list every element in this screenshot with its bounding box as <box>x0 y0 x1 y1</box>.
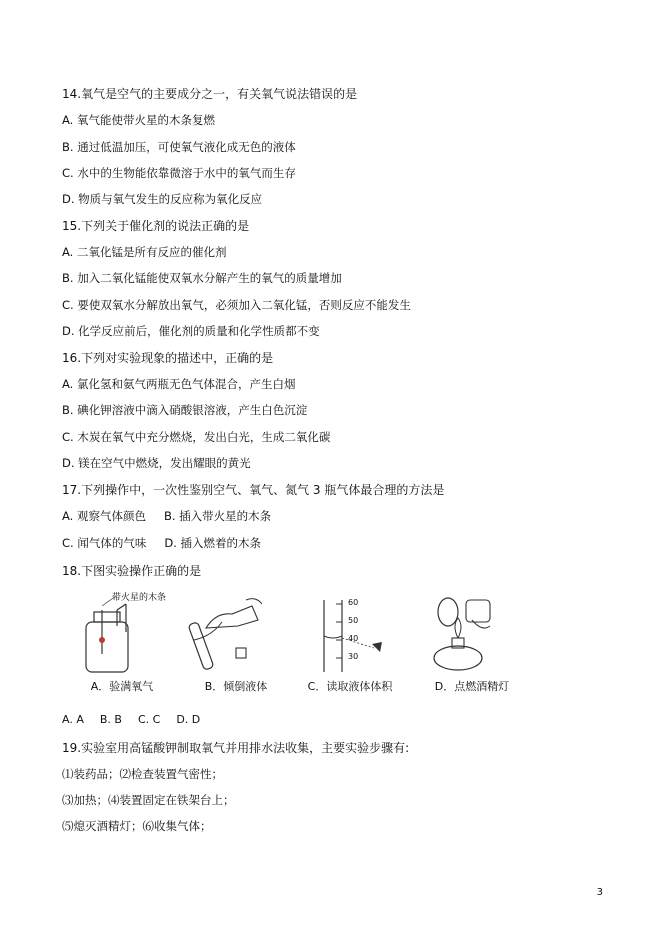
q19-stem: 19.实验室用高锰酸钾制取氧气并用排水法收集，主要实验步骤有: <box>62 741 410 755</box>
q14-option-a: A. 氧气能使带火星的木条复燃 <box>62 113 215 127</box>
tick-50: 50 <box>348 616 359 625</box>
q17-stem: 17.下列操作中，一次性鉴别空气、氧气、氮气 3 瓶气体最合理的方法是 <box>62 483 445 497</box>
q14-stem: 14.氧气是空气的主要成分之一，有关氧气说法错误的是 <box>62 87 358 101</box>
stick-label: 带火星的木条 <box>112 593 167 603</box>
q15-option-c: C. 要使双氧水分解放出氧气，必须加入二氧化锰，否则反应不能发生 <box>62 298 411 312</box>
q14-option-b: B. 通过低温加压，可使氧气液化成无色的液体 <box>62 140 296 154</box>
caption-a: A．验满氧气 <box>90 680 154 693</box>
q17-options-row2 <box>62 535 261 551</box>
q18-figures <box>62 592 582 702</box>
q17-options-row1 <box>62 508 271 524</box>
q18-option-d: D. D <box>176 713 201 726</box>
q16-stem: 16.下列对实验现象的描述中，正确的是 <box>62 351 274 365</box>
q15-option-d: D. 化学反应前后，催化剂的质量和化学性质都不变 <box>62 324 320 338</box>
q16-option-c: C. 木炭在氧气中充分燃烧，发出白光，生成二氧化碳 <box>62 430 331 444</box>
q16-option-a: A. 氯化氢和氨气两瓶无色气体混合，产生白烟 <box>62 377 296 391</box>
gas-bottle-illustration <box>62 592 182 678</box>
q16-option-b: B. 碘化钾溶液中滴入硝酸银溶液，产生白色沉淀 <box>62 403 308 417</box>
page-number: 3 <box>596 887 603 898</box>
q14-option-c: C. 水中的生物能依靠微溶于水中的氧气而生存 <box>62 166 296 180</box>
pouring-illustration <box>176 592 296 678</box>
q17-option-b: B. 插入带火星的木条 <box>163 509 272 523</box>
q18-option-b: B. B <box>99 713 122 726</box>
alcohol-lamp-illustration <box>412 592 532 678</box>
tick-60: 60 <box>348 598 359 607</box>
tick-40: 40 <box>348 634 359 643</box>
figure-a <box>62 592 182 702</box>
q14-option-d: D. 物质与氧气发生的反应称为氧化反应 <box>62 192 263 206</box>
caption-b: B．倾倒液体 <box>204 680 268 693</box>
q15-stem: 15.下列关于催化剂的说法正确的是 <box>62 219 250 233</box>
q19-steps-1: ⑴装药品；⑵检查装置气密性； <box>62 767 223 781</box>
caption-c: C．读取液体体积 <box>307 680 393 693</box>
q17-option-c: C. 闻气体的气味 <box>62 536 147 550</box>
q15-option-a: A. 二氧化锰是所有反应的催化剂 <box>62 245 227 259</box>
q15-option-b: B. 加入二氧化锰能使双氧水分解产生的氧气的质量增加 <box>62 271 342 285</box>
figure-c <box>290 592 410 702</box>
q18-answers <box>62 712 200 728</box>
figure-b <box>176 592 296 702</box>
q18-option-c: C. C <box>137 713 161 726</box>
q17-option-d: D. 插入燃着的木条 <box>164 536 262 550</box>
q16-option-d: D. 镁在空气中燃烧，发出耀眼的黄光 <box>62 456 251 470</box>
caption-d: D．点燃酒精灯 <box>434 680 510 693</box>
q18-stem: 18.下图实验操作正确的是 <box>62 564 202 578</box>
figure-d <box>412 592 532 702</box>
q19-steps-3: ⑸熄灭酒精灯；⑹收集气体； <box>62 819 212 833</box>
q19-steps-2: ⑶加热；⑷装置固定在铁架台上； <box>62 793 235 807</box>
q17-option-a: A. 观察气体颜色 <box>62 509 146 523</box>
tick-30: 30 <box>348 652 359 661</box>
q18-option-a: A. A <box>62 713 84 726</box>
